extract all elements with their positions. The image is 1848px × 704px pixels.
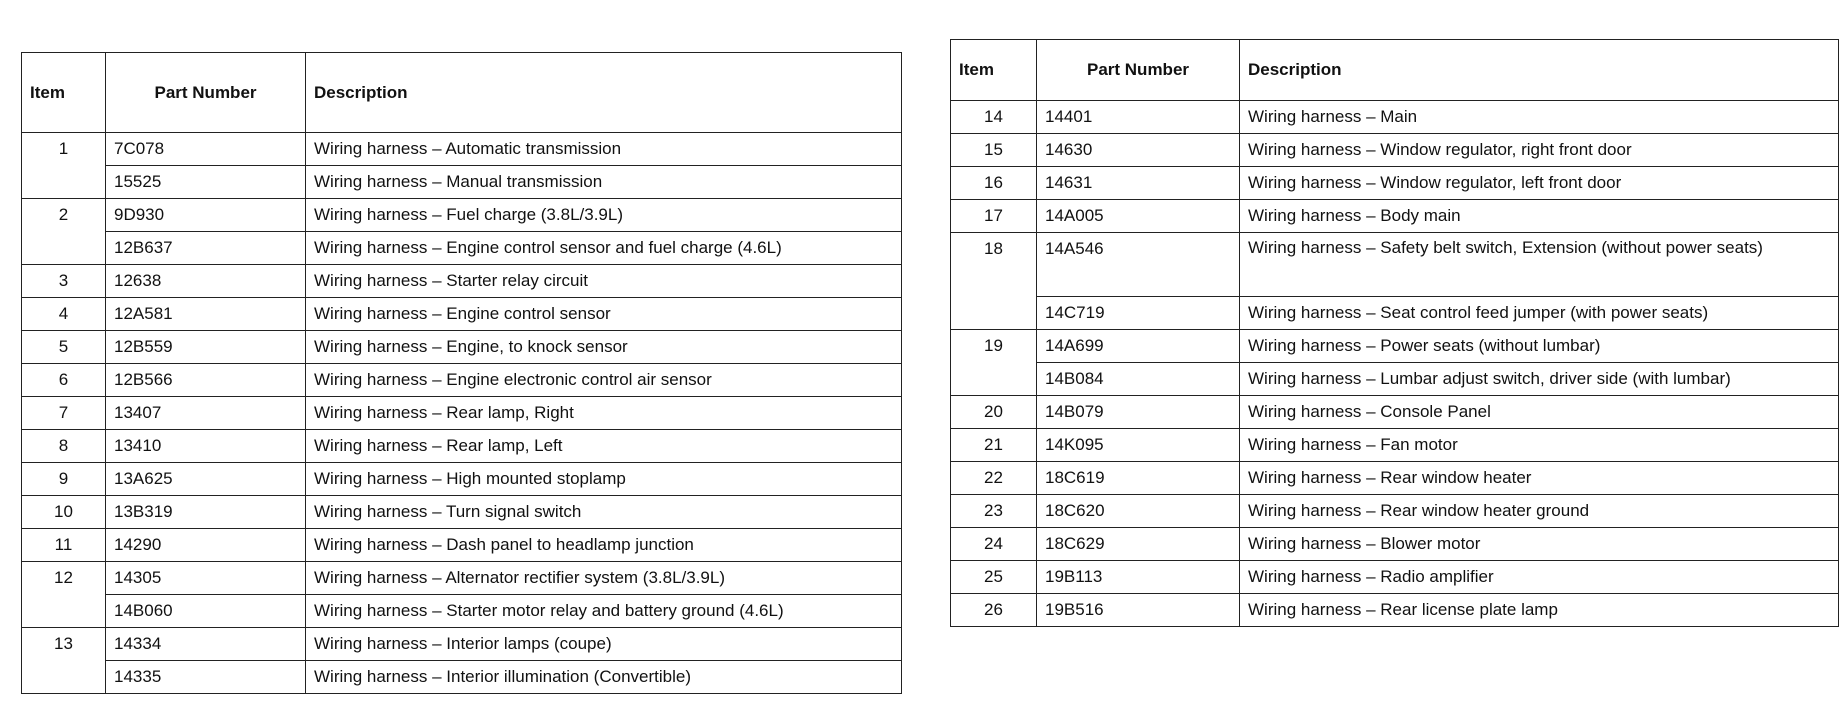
description: Wiring harness – Engine control sensor and fuel charge (4.6L): [306, 232, 902, 265]
item-number: 18: [951, 233, 1037, 330]
table-row: [22, 166, 902, 199]
part-number: 12B637: [106, 232, 306, 265]
description: Wiring harness – Interior lamps (coupe): [306, 628, 902, 661]
header-part-number: Part Number: [106, 53, 306, 133]
item-number: 12: [22, 562, 106, 628]
description: Wiring harness – Manual transmission: [306, 166, 902, 199]
item-number: 9: [22, 463, 106, 496]
parts-table-right: [950, 39, 1839, 627]
header-part-number: Part Number: [1037, 40, 1240, 101]
description: Wiring harness – Starter motor relay and battery ground (4.6L): [306, 595, 902, 628]
table-row: [951, 134, 1839, 167]
item-number: 8: [22, 430, 106, 463]
part-number: 13B319: [106, 496, 306, 529]
part-number: 19B516: [1037, 594, 1240, 627]
part-number: 18C620: [1037, 495, 1240, 528]
description: Wiring harness – Blower motor: [1240, 528, 1839, 561]
part-number: 12B566: [106, 364, 306, 397]
item-number: 4: [22, 298, 106, 331]
item-number: 25: [951, 561, 1037, 594]
part-number: 7C078: [106, 133, 306, 166]
part-number: 14305: [106, 562, 306, 595]
table-row: [951, 101, 1839, 134]
table-row: [22, 661, 902, 694]
description: Wiring harness – Rear license plate lamp: [1240, 594, 1839, 627]
table-row: [22, 397, 902, 430]
description: Wiring harness – Starter relay circuit: [306, 265, 902, 298]
item-number: 7: [22, 397, 106, 430]
part-number: 14335: [106, 661, 306, 694]
part-number: 12B559: [106, 331, 306, 364]
part-number: 14B060: [106, 595, 306, 628]
description: Wiring harness – Engine electronic control air sensor: [306, 364, 902, 397]
description: Wiring harness – Window regulator, left front door: [1240, 167, 1839, 200]
item-number: 15: [951, 134, 1037, 167]
description: Wiring harness – Console Panel: [1240, 396, 1839, 429]
item-number: 1: [22, 133, 106, 199]
description: Wiring harness – Main: [1240, 101, 1839, 134]
part-number: 13410: [106, 430, 306, 463]
item-number: 6: [22, 364, 106, 397]
item-number: 20: [951, 396, 1037, 429]
part-number: 14630: [1037, 134, 1240, 167]
part-number: 13407: [106, 397, 306, 430]
description: Wiring harness – Automatic transmission: [306, 133, 902, 166]
description: Wiring harness – Window regulator, right front door: [1240, 134, 1839, 167]
table-row: [22, 298, 902, 331]
part-number: 14A546: [1037, 233, 1240, 297]
table-row: [22, 430, 902, 463]
item-number: 16: [951, 167, 1037, 200]
part-number: 14290: [106, 529, 306, 562]
header-row: [22, 53, 902, 133]
table-row: [951, 233, 1839, 297]
table-row: [22, 364, 902, 397]
item-number: 24: [951, 528, 1037, 561]
table-row: [951, 495, 1839, 528]
item-number: 3: [22, 265, 106, 298]
header-description: Description: [1240, 40, 1839, 101]
table-row: [22, 529, 902, 562]
part-number: 13A625: [106, 463, 306, 496]
table-row: [22, 331, 902, 364]
description: Wiring harness – Body main: [1240, 200, 1839, 233]
part-number: 9D930: [106, 199, 306, 232]
part-number: 15525: [106, 166, 306, 199]
part-number: 14K095: [1037, 429, 1240, 462]
description: Wiring harness – Turn signal switch: [306, 496, 902, 529]
table-row: [951, 561, 1839, 594]
description: Wiring harness – Rear lamp, Right: [306, 397, 902, 430]
part-number: 14A005: [1037, 200, 1240, 233]
item-number: 5: [22, 331, 106, 364]
item-number: 21: [951, 429, 1037, 462]
part-number: 19B113: [1037, 561, 1240, 594]
parts-table-left: [21, 52, 902, 694]
table-row: [951, 429, 1839, 462]
item-number: 10: [22, 496, 106, 529]
description: Wiring harness – Dash panel to headlamp junction: [306, 529, 902, 562]
part-number: 14401: [1037, 101, 1240, 134]
table-row: [951, 330, 1839, 363]
table-row: [22, 595, 902, 628]
table-body-right: [951, 101, 1839, 627]
item-number: 23: [951, 495, 1037, 528]
description: Wiring harness – Alternator rectifier system (3.8L/3.9L): [306, 562, 902, 595]
description: Wiring harness – Engine control sensor: [306, 298, 902, 331]
description: Wiring harness – Fan motor: [1240, 429, 1839, 462]
description: Wiring harness – Safety belt switch, Extension (without power seats): [1240, 233, 1839, 297]
item-number: 17: [951, 200, 1037, 233]
table-row: [22, 628, 902, 661]
part-number: 14A699: [1037, 330, 1240, 363]
description: Wiring harness – Rear window heater: [1240, 462, 1839, 495]
part-number: 14C719: [1037, 297, 1240, 330]
table-row: [22, 463, 902, 496]
table-body-left: [22, 133, 902, 694]
table-row: [951, 396, 1839, 429]
table-row: [951, 594, 1839, 627]
table-row: [22, 232, 902, 265]
table-row: [22, 265, 902, 298]
table-row: [951, 200, 1839, 233]
item-number: 14: [951, 101, 1037, 134]
description: Wiring harness – Engine, to knock sensor: [306, 331, 902, 364]
description: Wiring harness – Lumbar adjust switch, driver side (with lumbar): [1240, 363, 1839, 396]
part-number: 14B084: [1037, 363, 1240, 396]
table-row: [951, 462, 1839, 495]
table-row: [951, 297, 1839, 330]
header-item: Item: [951, 40, 1037, 101]
description: Wiring harness – High mounted stoplamp: [306, 463, 902, 496]
description: Wiring harness – Rear window heater ground: [1240, 495, 1839, 528]
item-number: 19: [951, 330, 1037, 396]
description: Wiring harness – Radio amplifier: [1240, 561, 1839, 594]
table-row: [22, 496, 902, 529]
description: Wiring harness – Seat control feed jumper (with power seats): [1240, 297, 1839, 330]
table-row: [951, 167, 1839, 200]
description: Wiring harness – Fuel charge (3.8L/3.9L): [306, 199, 902, 232]
table-row: [951, 528, 1839, 561]
item-number: 2: [22, 199, 106, 265]
table-row: [22, 133, 902, 166]
item-number: 22: [951, 462, 1037, 495]
item-number: 11: [22, 529, 106, 562]
description: Wiring harness – Power seats (without lumbar): [1240, 330, 1839, 363]
part-number: 18C619: [1037, 462, 1240, 495]
part-number: 12A581: [106, 298, 306, 331]
header-row: [951, 40, 1839, 101]
part-number: 14631: [1037, 167, 1240, 200]
table-row: [22, 562, 902, 595]
item-number: 13: [22, 628, 106, 694]
header-description: Description: [306, 53, 902, 133]
header-item: Item: [22, 53, 106, 133]
table-row: [22, 199, 902, 232]
part-number: 14334: [106, 628, 306, 661]
part-number: 18C629: [1037, 528, 1240, 561]
item-number: 26: [951, 594, 1037, 627]
part-number: 14B079: [1037, 396, 1240, 429]
description: Wiring harness – Rear lamp, Left: [306, 430, 902, 463]
description: Wiring harness – Interior illumination (Convertible): [306, 661, 902, 694]
part-number: 12638: [106, 265, 306, 298]
table-row: [951, 363, 1839, 396]
